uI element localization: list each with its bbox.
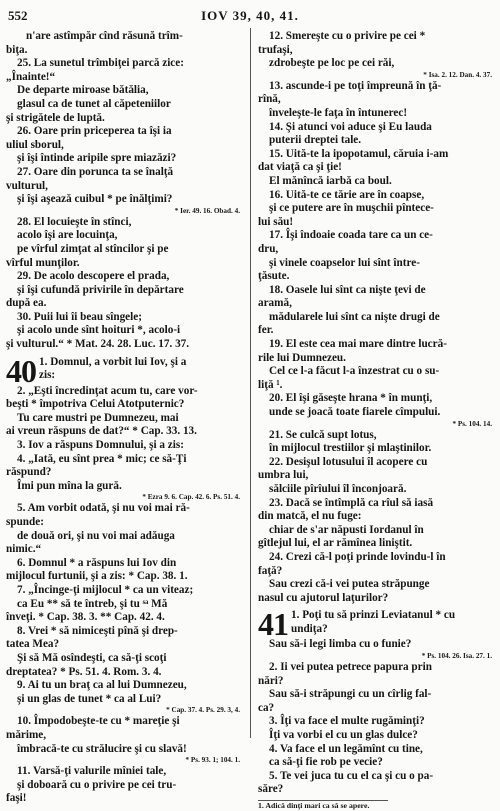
verses-ch40 <box>6 385 240 806</box>
verse-line: gîtlejul lui, el ar rămînea liniştit. <box>258 537 413 550</box>
verse-line: 3. Iov a răspuns Domnului, şi a zis: <box>17 439 184 452</box>
cross-reference: * Ier. 49. 16. Obad. 4. <box>174 206 240 215</box>
verse-line: după ea. <box>6 297 47 310</box>
verse-line: vulturul, <box>6 179 48 192</box>
verse-line: uliul sborul, <box>6 138 64 151</box>
column-divider <box>250 28 251 738</box>
verse-line: 4. Va face el un legămînt cu tine, <box>269 742 423 755</box>
verse-line: trufaşi, <box>258 43 293 56</box>
verse-line: şi ce putere are în muşchii pîntece- <box>269 202 434 215</box>
verse-line: De departe miroase bătălia, <box>17 84 149 97</box>
verse-line: glasul ca de tunet al căpeteniilor <box>17 97 171 110</box>
verse-line: chiar de s'ar năpusti Iordanul în <box>269 523 424 536</box>
verse-line: zdrobeşte pe loc pe cei răi, <box>269 57 395 70</box>
verse-line: Sau să-i străpungi cu un cîrlig fal- <box>269 688 432 701</box>
verse-line: 7. „Încinge-ţi mijlocul * ca un viteaz; <box>17 583 194 596</box>
verse-line: 20. El îşi găseşte hrana * în munţi, <box>269 392 433 405</box>
verse-line: rînă, <box>258 93 281 106</box>
verse-line: în mijlocul trestiilor şi mlaştinilor. <box>269 442 432 455</box>
verse-line: şi vinele coapselor lui sînt între- <box>269 256 420 269</box>
verses-ch40-cont <box>258 30 492 605</box>
verse-line: 11. Varsă-ţi valurile mîniei tale, <box>17 765 167 778</box>
verse-line: 23. Dacă se întîmplă ca rîul să iasă <box>269 496 434 509</box>
running-head: IOV 39, 40, 41. <box>201 8 299 23</box>
verse-line: şi îşi aşează cuibul * pe înălţimi? <box>17 193 173 206</box>
verse-line: 18. Oasele lui sînt ca nişte ţevi de <box>269 283 426 296</box>
verse-line: 17. Îşi îndoaie coada tare ca un ce- <box>269 229 433 242</box>
verse-line: tatea Mea? <box>6 638 60 651</box>
verse-line: nasul cu ajutorul laţurilor? <box>258 591 389 604</box>
verse-line: spunde: <box>6 516 44 528</box>
verse-line: nări? <box>258 674 284 687</box>
verse-line: ai vreun răspuns de dat?“ * Cap. 33. 13. <box>6 425 197 438</box>
verse-line: 1. Domnul, a vorbit lui Iov, şi a <box>39 355 187 368</box>
verse-line: şi doboară cu o privire pe cei tru- <box>17 778 177 791</box>
verse-line: 9. Ai tu un braţ ca al lui Dumnezeu, <box>17 679 187 692</box>
verse-line: înveleşte-le faţa în întunerec! <box>269 106 408 119</box>
verse-line: înveţi. * Cap. 38. 3. ** Cap. 42. 4. <box>6 611 165 624</box>
verse-line: şi vulturul.“ * Mat. 24. 28. Luc. 17. 37. <box>6 338 190 351</box>
verse-line: rile lui Dumnezeu. <box>258 351 346 364</box>
right-column <box>258 30 492 810</box>
verse-line: răspund? <box>6 466 52 479</box>
verse-line: dat viaţă ca şi ţie! <box>258 161 342 174</box>
verse-line: 29. De acolo descopere el prada, <box>17 270 170 283</box>
verse-line: dru, <box>258 242 279 255</box>
verse-line: „Înainte!“ <box>6 70 56 83</box>
verse-line: mădularele lui sînt ca nişte drugi de <box>269 310 440 323</box>
verse-line: biţa. <box>6 43 28 56</box>
verse-line: zis: <box>39 369 56 382</box>
chapter-number: 41 <box>258 606 288 643</box>
verse-line: mărime, <box>6 728 47 741</box>
left-column <box>6 30 240 805</box>
verse-line: 15. Uită-te la ipopotamul, căruia i-am <box>269 147 449 160</box>
cross-reference: * Cap. 37. 4. Ps. 29. 3, 4. <box>166 706 240 715</box>
verse-line: ca să-ţi fie rob pe vecie? <box>269 756 383 769</box>
verse-line: Îţi va vorbi el cu un glas dulce? <box>269 728 418 741</box>
chapter-41-start <box>258 606 492 643</box>
verse-line: 14. Şi atunci voi aduce şi Eu lauda <box>269 120 432 133</box>
verse-line: Şi să Mă osîndeşti, ca să-ţi scoţi <box>17 651 167 664</box>
verse-line: liţă ¹. <box>258 378 283 391</box>
verse-line: îmbracă-te cu strălucire şi cu slavă! <box>17 742 187 755</box>
verse-line: nimic.“ <box>6 543 42 556</box>
verse-line: fer. <box>258 324 274 337</box>
verse-line: umbra lui, <box>258 469 309 482</box>
verse-line: beşti * împotriva Celui Atotputernic? <box>6 398 185 411</box>
verse-line: faţă? <box>258 564 283 577</box>
verse-line: 27. Oare din porunca ta se înalţă <box>17 165 174 178</box>
verse-line: 16. Uită-te ce tărie are în coapse, <box>269 188 425 201</box>
verse-line: unde se joacă toate fiarele cîmpului. <box>269 406 441 419</box>
verse-line: sălciile pîrîului îl înconjoară. <box>269 483 407 495</box>
verse-line: 6. Domnul * a răspuns lui Iov din <box>17 556 177 569</box>
verse-line: săre? <box>258 783 284 796</box>
chapter-number: 40 <box>6 352 36 389</box>
verse-line: 22. Desişul lotusului îl acopere cu <box>269 455 428 468</box>
verse-line: pe vîrful zimţat al stîncilor şi pe <box>17 242 169 255</box>
verse-line: 12. Smereşte cu o privire pe cei * <box>269 30 426 42</box>
verse-line: undiţa? <box>291 622 328 635</box>
verse-line: 26. Oare prin priceperea ta îşi ia <box>17 125 172 138</box>
verse-line: mijlocul furtunii, şi a zis: * Cap. 38. 1. <box>6 570 188 583</box>
verse-line: şi îşi cufundă privirile în depărtare <box>17 283 184 296</box>
verses-ch39-end <box>6 30 240 352</box>
verse-line: 28. El locuieşte în stînci, <box>17 215 132 228</box>
verse-line: Sau crezi că-i vei putea străpunge <box>269 578 430 591</box>
verse-line: şi strigătele de luptă. <box>6 111 105 124</box>
verse-line: şi acolo unde sînt hoituri *, acolo-i <box>17 324 181 337</box>
verse-line: El mănîncă iarbă ca boul. <box>269 174 392 187</box>
verse-line: 19. El este cea mai mare dintre lucră- <box>269 338 447 351</box>
verse-line: 21. Se culcă supt lotus, <box>269 428 377 441</box>
page-number: 552 <box>8 8 28 23</box>
verse-line: 5. Te vei juca tu cu el ca şi cu o pa- <box>269 769 434 782</box>
verse-line: 13. ascunde-i pe toţi împreună în ţă- <box>269 79 442 92</box>
verse-line: 3. Îţi va face el multe rugăminţi? <box>269 715 425 728</box>
verse-line: 4. „Iată, eu sînt prea * mic; ce să-Ţi <box>17 452 187 465</box>
verse-line: 2. Ii vei putea petrece papura prin <box>269 660 432 673</box>
verse-line: Tu care mustri pe Dumnezeu, mai <box>17 411 179 424</box>
verse-line: 10. Împodobeşte-te cu * mareţie şi <box>17 715 180 728</box>
verse-line: 2. „Eşti încredinţat acum tu, care vor- <box>17 384 198 397</box>
verse-line: puterii dreptei tale. <box>269 134 362 147</box>
verse-line: lui său! <box>258 215 294 228</box>
verse-line: şi un glas de tunet * ca al Lui? <box>17 692 162 705</box>
verse-line: Cel ce l-a făcut l-a înzestrat cu o su- <box>269 365 440 378</box>
verse-line: de două ori, şi nu voi mai adăuga <box>17 529 175 542</box>
verse-line: acolo îşi are locuinţa, <box>17 229 118 242</box>
verse-line: faşi! <box>6 792 27 805</box>
page-header <box>0 6 500 28</box>
verse-line: ca Eu ** să te întreb, şi tu ˢᵃ Mă <box>17 597 168 610</box>
verse-line: ca? <box>258 701 275 714</box>
page-footnote: 1. Adică dinţi mari ca să se apere. <box>258 800 370 810</box>
verse-line: 30. Puii lui îi beau sîngele; <box>17 310 142 323</box>
verses-ch41 <box>258 638 492 797</box>
verse-line: ţăsute. <box>258 270 290 283</box>
verse-line: din matcă, el nu fuge: <box>258 510 362 523</box>
verse-line: 25. La sunetul trîmbiţei parcă zice: <box>17 57 184 70</box>
verse-line: vîrful munţilor. <box>6 256 80 269</box>
cross-reference: * Isa. 2. 12. Dan. 4. 37. <box>423 70 492 79</box>
verse-line: 1. Poţi tu să prinzi Leviatanul * cu <box>291 609 456 622</box>
cross-reference: * Ps. 104. 26. Isa. 27. 1. <box>421 651 492 660</box>
cross-reference: * Ezra 9. 6. Cap. 42. 6. Ps. 51. 4. <box>142 493 240 502</box>
verse-line: Îmi pun mîna la gură. <box>17 479 122 492</box>
verse-line: 24. Crezi că-l poţi prinde lovindu-l în <box>269 550 446 563</box>
verse-line: 8. Vrei * să nimiceşti pînă şi drep- <box>17 624 178 637</box>
verse-line: dreptatea? * Ps. 51. 4. Rom. 3. 4. <box>6 665 162 678</box>
cross-reference: * Ps. 104. 14. <box>452 419 492 428</box>
verse-line: Sau să-i legi limba cu o funie? <box>269 638 412 651</box>
verse-line: 5. Am vorbit odată, şi nu voi mai ră- <box>17 502 190 515</box>
verse-line: n'are astîmpăr cînd răsună trîm- <box>26 30 183 42</box>
verse-line: şi îşi întinde aripile spre miazăzi? <box>17 152 177 165</box>
chapter-40-start <box>6 352 240 389</box>
verse-line: aramă, <box>258 297 292 310</box>
cross-reference: * Ps. 93. 1; 104. 1. <box>185 756 240 765</box>
